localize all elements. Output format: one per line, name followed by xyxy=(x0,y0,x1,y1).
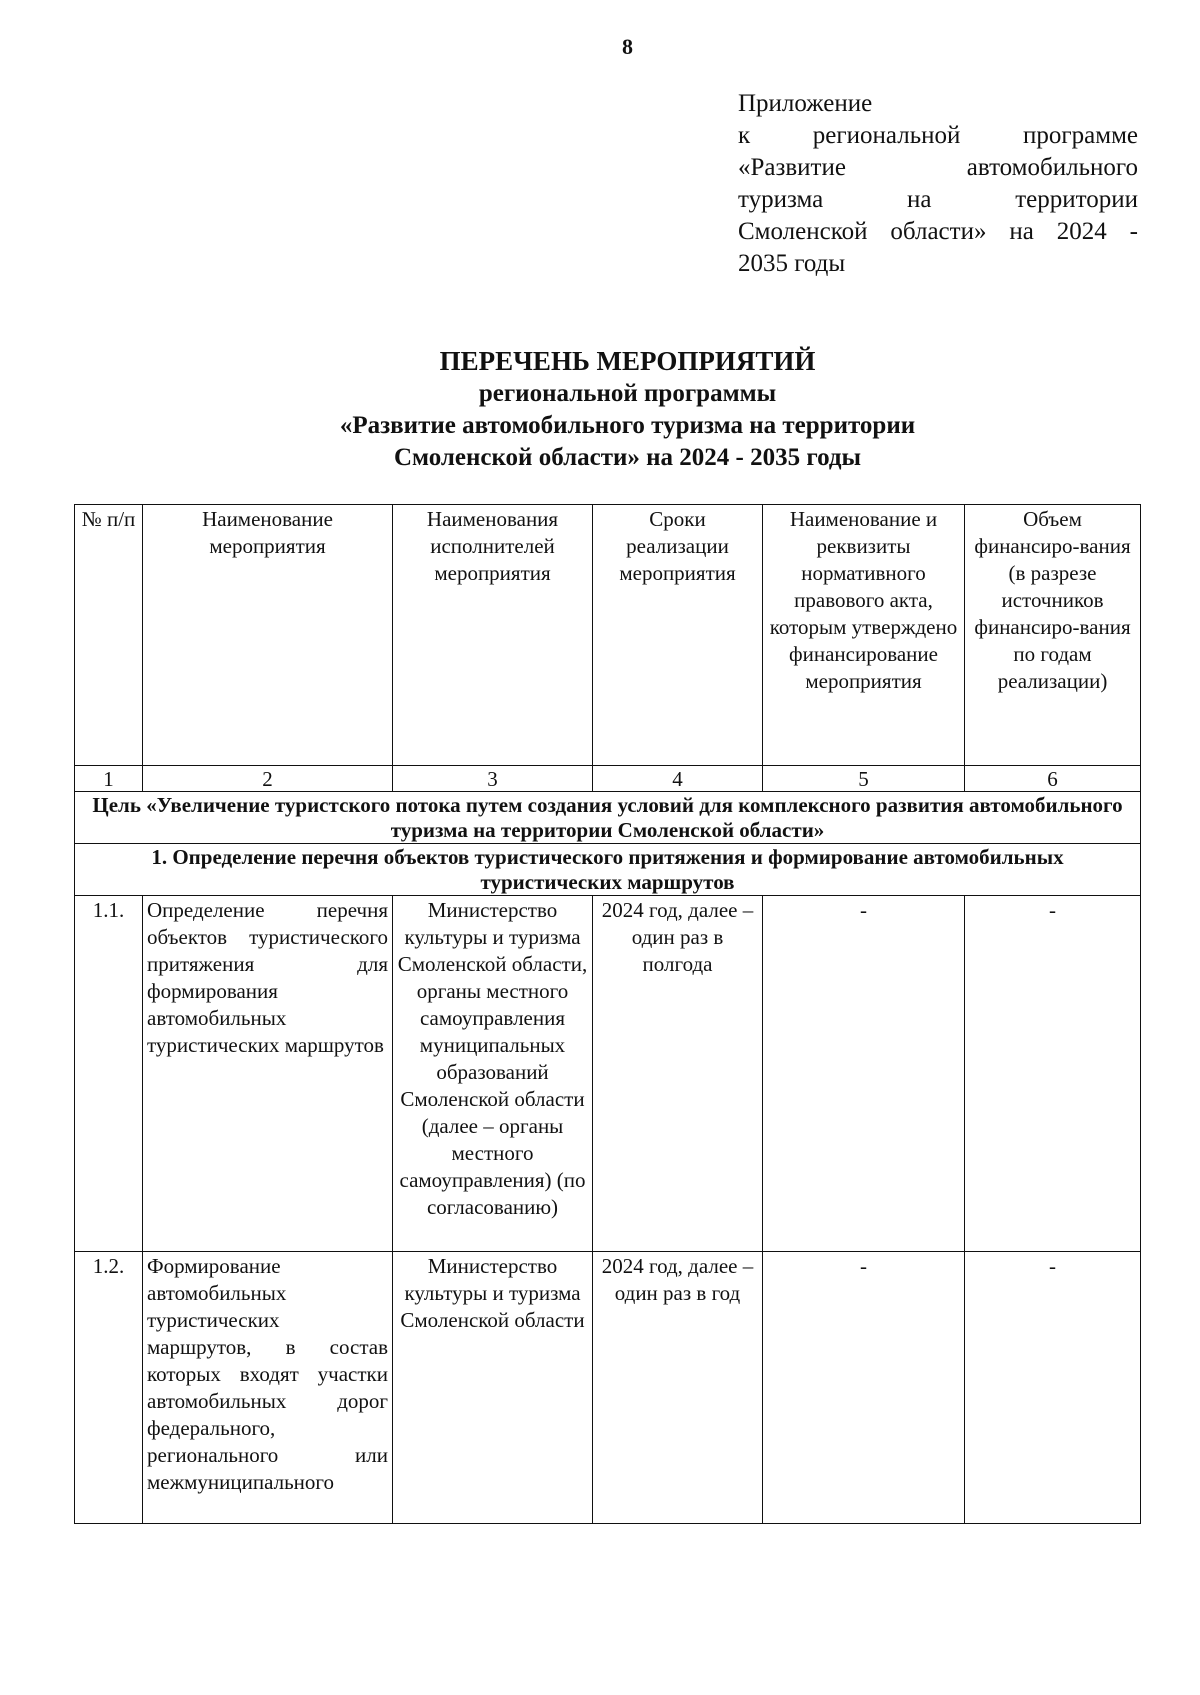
row-act: - xyxy=(763,896,965,1252)
column-number: 4 xyxy=(593,766,763,792)
appendix-line-2: к региональной программе xyxy=(738,122,1138,149)
header-act: Наименование и реквизиты нормативного правового акта, которым утверждено финансирование мероприятия xyxy=(763,505,965,766)
document-title xyxy=(0,344,1200,474)
row-terms: 2024 год, далее – один раз в полгода xyxy=(593,896,763,1252)
goal-row xyxy=(75,792,1141,844)
column-number: 3 xyxy=(393,766,593,792)
appendix-line-5: Смоленской области» на 2024 - xyxy=(738,218,1138,245)
header-funding: Объем финансиро-вания (в разрезе источников финансиро-вания по годам реализации) xyxy=(965,505,1141,766)
goal-text: Цель «Увеличение туристского потока путем создания условий для комплексного развития автомобильного туризма на территории Смоленской области» xyxy=(75,792,1141,844)
table-header-row xyxy=(75,505,1141,766)
section-row xyxy=(75,844,1141,896)
row-name: Формирование автомобильных туристических маршрутов, в состав которых входят участки автомобильных дорог федерального, регионального или межмуниципального xyxy=(143,1252,393,1524)
appendix-line-1: Приложение xyxy=(738,90,873,117)
table-row xyxy=(75,896,1141,1252)
page-number: 8 xyxy=(622,34,633,59)
title-line-4: Смоленской области» на 2024 - 2035 годы xyxy=(393,444,862,471)
column-number: 2 xyxy=(143,766,393,792)
appendix-line-6: 2035 годы xyxy=(738,250,846,277)
column-number: 1 xyxy=(75,766,143,792)
header-name: Наименование мероприятия xyxy=(143,505,393,766)
header-executors: Наименования исполнителей мероприятия xyxy=(393,505,593,766)
title-line-2: региональной программы xyxy=(478,380,777,407)
row-act: - xyxy=(763,1252,965,1524)
header-num: № п/п xyxy=(75,505,143,766)
column-number: 5 xyxy=(763,766,965,792)
row-name: Определение перечня объектов туристического притяжения для формирования автомобильных туристических маршрутов xyxy=(143,896,393,1252)
row-funding: - xyxy=(965,1252,1141,1524)
activities-table xyxy=(74,504,1141,1524)
column-number-row xyxy=(75,766,1141,792)
section-1-title: 1. Определение перечня объектов туристического притяжения и формирование автомобильных туристических маршрутов xyxy=(75,844,1141,896)
table-row xyxy=(75,1252,1141,1524)
column-number: 6 xyxy=(965,766,1141,792)
row-num: 1.1. xyxy=(75,896,143,1252)
title-line-1: ПЕРЕЧЕНЬ МЕРОПРИЯТИЙ xyxy=(439,346,816,376)
row-num: 1.2. xyxy=(75,1252,143,1524)
row-executors: Министерство культуры и туризма Смоленской области, органы местного самоуправления муниципальных образований Смоленской области (далее – органы местного самоуправления) (по согласованию) xyxy=(393,896,593,1252)
row-terms: 2024 год, далее – один раз в год xyxy=(593,1252,763,1524)
row-executors: Министерство культуры и туризма Смоленской области xyxy=(393,1252,593,1524)
row-funding: - xyxy=(965,896,1141,1252)
appendix-line-3: «Развитие автомобильного xyxy=(738,154,1138,181)
appendix-line-4: туризма на территории xyxy=(738,186,1138,213)
title-line-3: «Развитие автомобильного туризма на территории xyxy=(339,412,916,439)
appendix-note xyxy=(738,88,1138,280)
header-terms: Сроки реализации мероприятия xyxy=(593,505,763,766)
